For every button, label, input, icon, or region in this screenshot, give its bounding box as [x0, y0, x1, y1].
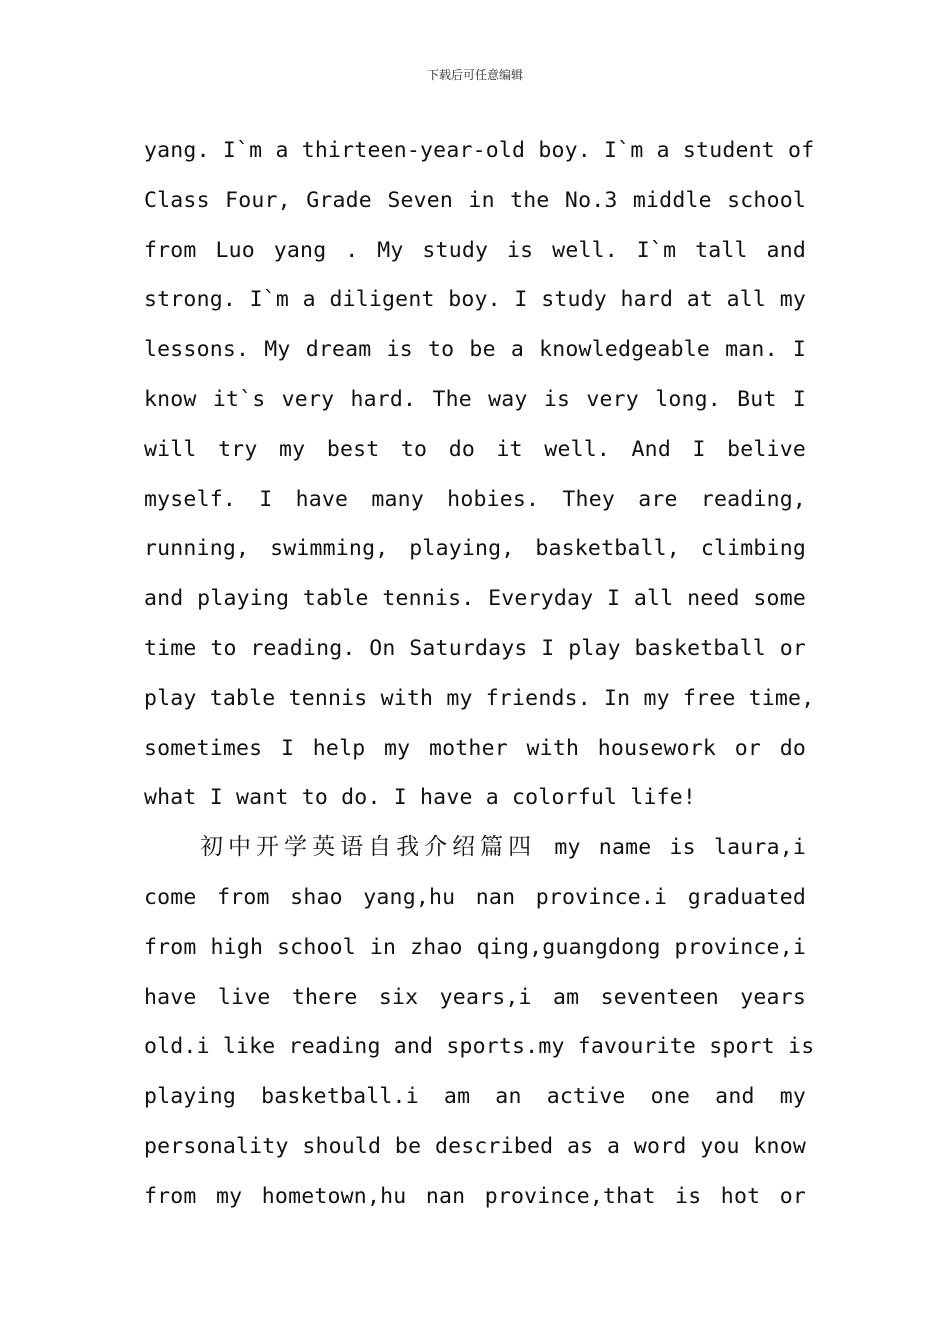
- paragraph-line: come from shao yang,hu nan province.i graduated: [144, 884, 806, 910]
- paragraph-line: myself. I have many hobies. They are reading,: [144, 486, 806, 512]
- paragraph-line: Class Four, Grade Seven in the No.3 middle school: [144, 187, 806, 213]
- paragraph-line: will try my best to do it well. And I belive: [144, 436, 806, 462]
- paragraph-line: running, swimming, playing, basketball, climbing: [144, 536, 806, 562]
- paragraph-line: and playing table tennis. Everyday I all need some: [144, 586, 806, 612]
- paragraph-line: playing basketball.i am an active one and my: [144, 1084, 806, 1110]
- paragraph-line: time to reading. On Saturdays I play basketball or: [144, 635, 806, 661]
- section-heading: 初中开学英语自我介绍篇四: [200, 834, 537, 861]
- paragraph-line: from my hometown,hu nan province,that is hot or: [144, 1183, 806, 1209]
- paragraph-line: lessons. My dream is to be a knowledgeable man. I: [144, 337, 806, 363]
- body-text: [144, 126, 815, 1222]
- paragraph-line: from Luo yang . My study is well. I`m tall and: [144, 237, 806, 263]
- paragraph-line: sometimes I help my mother with housework or do: [144, 735, 806, 761]
- paragraph-line: what I want to do. I have a colorful life!: [144, 785, 697, 811]
- paragraph-line: play table tennis with my friends. In my free time,: [144, 685, 815, 711]
- paragraph-line: strong. I`m a diligent boy. I study hard at all my: [144, 287, 806, 313]
- paragraph-line: old.i like reading and sports.my favourite sport is: [144, 1034, 815, 1060]
- paragraph-line: have live there six years,i am seventeen years: [144, 984, 806, 1010]
- paragraph-line: yang. I`m a thirteen-year-old boy. I`m a student of: [144, 138, 815, 163]
- section-heading-line: [144, 823, 806, 873]
- paragraph-line: from high school in zhao qing,guangdong province,i: [144, 934, 806, 960]
- paragraph-line: know it`s very hard. The way is very long. But I: [144, 386, 806, 412]
- page-header: 下载后可任意编辑: [426, 68, 523, 82]
- section-first-line-text: my name is laura,i: [554, 835, 806, 861]
- paragraph-line: personality should be described as a word you know: [144, 1133, 806, 1159]
